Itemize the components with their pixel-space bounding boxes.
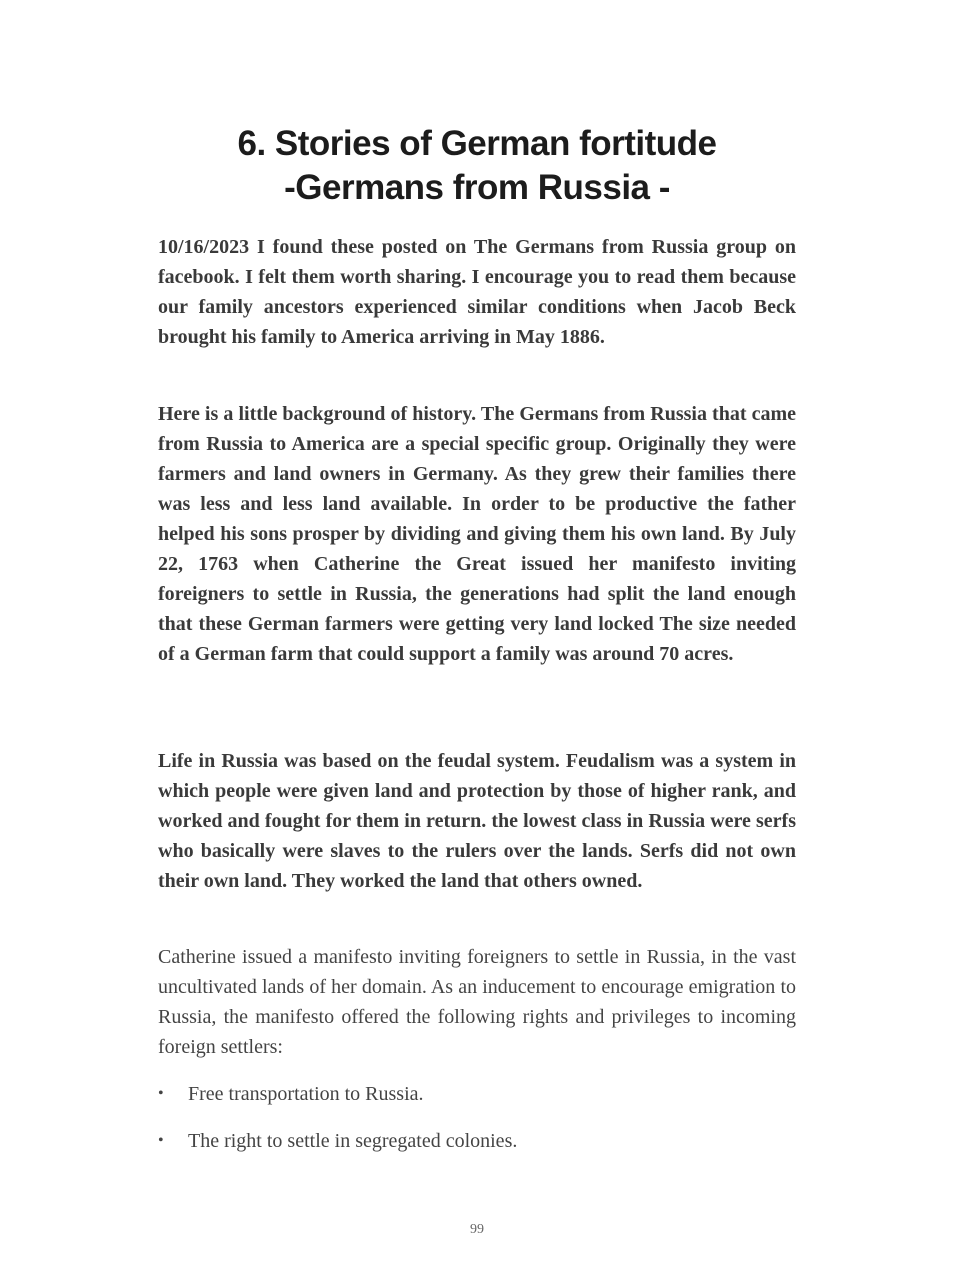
- list-item: [158, 1079, 796, 1109]
- paragraph-background: Here is a little background of history. The Germans from Russia that came from Russia to America are a special specific group. Originally they were farmers and land owners in Germany. As they grew their families there was less and less land available. In order to be productive the father helped his sons prosper by dividing and giving them his own land. By July 22, 1763 when Catherine the Great issued her manifesto inviting foreigners to settle in Russia, the generations had split the land enough that these German farmers were getting very land locked The size needed of a German farm that could support a family was around 70 acres.: [158, 403, 796, 665]
- bullet-icon: •: [158, 1085, 164, 1102]
- paragraph-manifesto: Catherine issued a manifesto inviting foreigners to settle in Russia, in the vast uncultivated lands of her domain. As an inducement to encourage emigration to Russia, the manifesto offered the following rights and privileges to incoming foreign settlers:: [158, 946, 796, 1058]
- chapter-title-line-2: -Germans from Russia -: [284, 168, 670, 207]
- list-item: [158, 1126, 796, 1156]
- page-number: 99: [470, 1222, 484, 1237]
- privileges-list: [158, 1079, 796, 1173]
- list-item-text: The right to settle in segregated colonies.: [188, 1130, 518, 1152]
- chapter-title: [0, 122, 954, 210]
- bullet-icon: •: [158, 1132, 164, 1149]
- paragraph-intro: 10/16/2023 I found these posted on The Germans from Russia group on facebook. I felt them worth sharing. I encourage you to read them because our family ancestors experienced similar conditions when Jacob Beck brought his family to America arriving in May 1886.: [158, 236, 796, 348]
- chapter-title-line-1: 6. Stories of German fortitude: [237, 124, 717, 163]
- paragraph-feudal-system: Life in Russia was based on the feudal system. Feudalism was a system in which people were given land and protection by those of higher rank, and worked and fought for them in return. the lowest class in Russia were serfs who basically were slaves to the rulers over the lands. Serfs did not own their own land. They worked the land that others owned.: [158, 750, 796, 892]
- list-item-text: Free transportation to Russia.: [188, 1083, 424, 1105]
